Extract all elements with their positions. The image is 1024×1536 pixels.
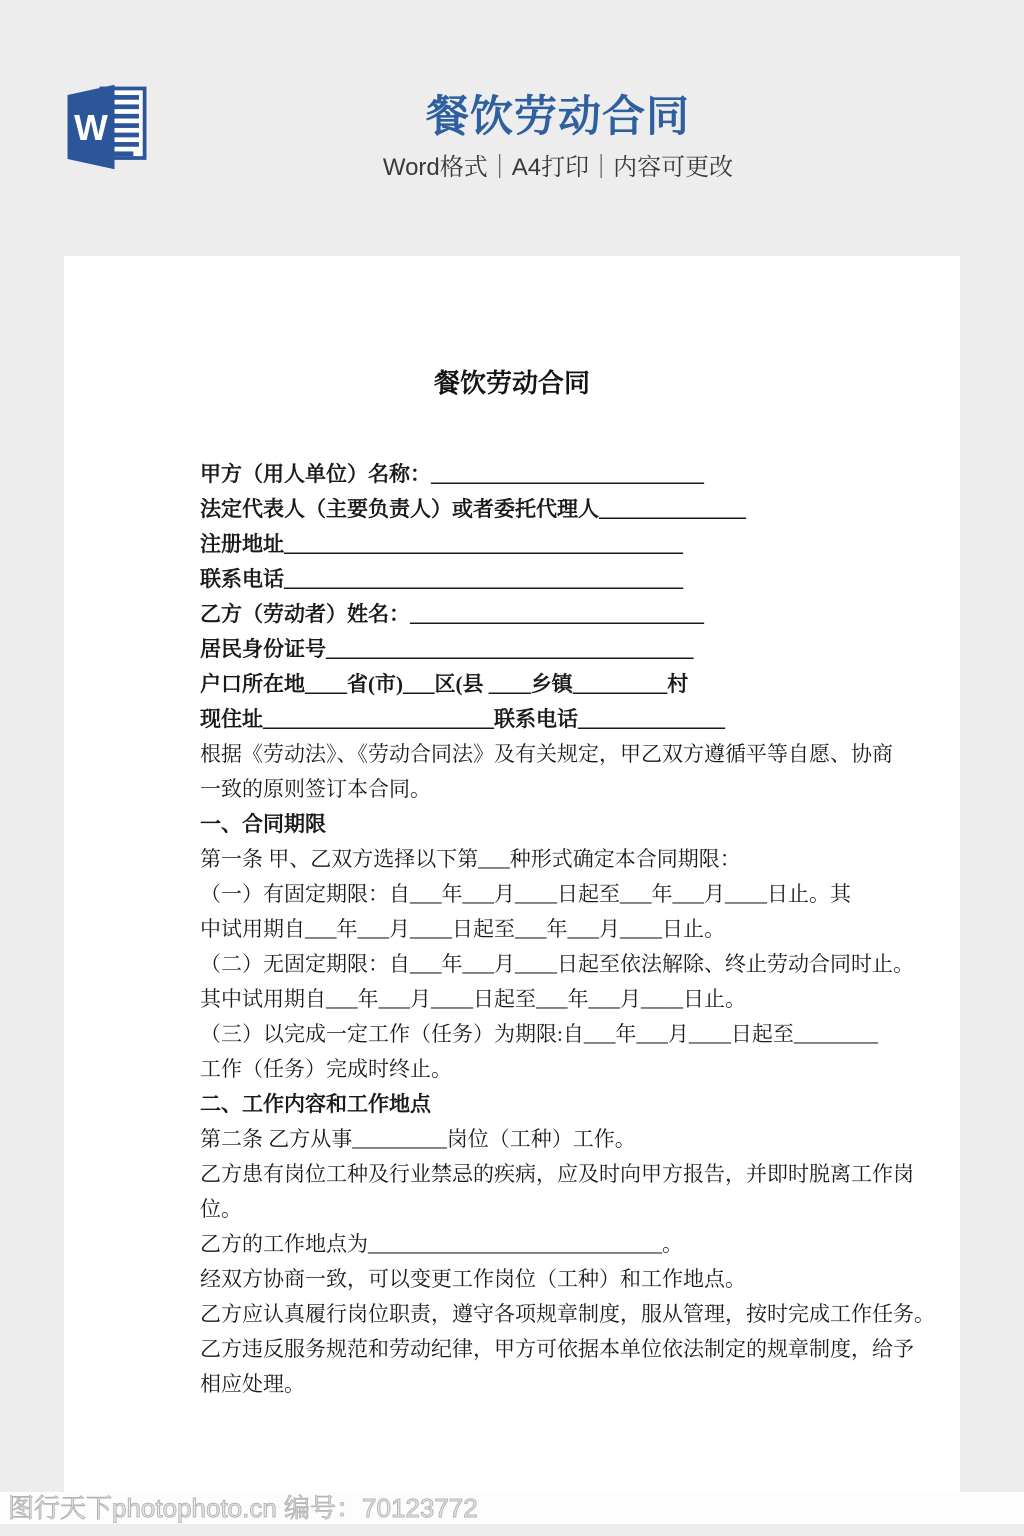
document-title: 餐饮劳动合同 xyxy=(433,369,590,398)
doc-line: 其中试用期自___年___月____日起至___年___月____日止。 xyxy=(200,987,746,1011)
doc-line: 居民身份证号___________________________________ xyxy=(200,637,694,661)
header xyxy=(0,0,1024,256)
doc-line: 乙方的工作地点为____________________________。 xyxy=(200,1232,683,1256)
watermark-bar xyxy=(0,1492,1024,1524)
doc-line: 一、合同期限 xyxy=(200,812,326,836)
doc-line: 法定代表人（主要负责人）或者委托代理人______________ xyxy=(200,497,746,521)
doc-line: 第一条 甲、乙双方选择以下第___种形式确定本合同期限： xyxy=(200,847,741,871)
doc-line: 户口所在地____省(市)___区(县 ____乡镇_________村 xyxy=(200,672,689,696)
page-subtitle: Word格式｜A4打印｜内容可更改 xyxy=(382,154,734,181)
doc-line: 甲方（用人单位）名称：__________________________ xyxy=(200,462,704,486)
watermark-text: 图行天下photophoto.cn 编号：70123772 xyxy=(8,1493,478,1523)
doc-line: 位。 xyxy=(200,1197,242,1221)
document-page xyxy=(64,256,960,1524)
doc-line: 根据《劳动法》、《劳动合同法》及有关规定，甲乙双方遵循平等自愿、协商 xyxy=(200,742,893,766)
doc-line: （三）以完成一定工作（任务）为期限:自___年___月____日起至________ xyxy=(200,1022,878,1046)
doc-line: （二）无固定期限：自___年___月____日起至依法解除、终止劳动合同时止。 xyxy=(200,952,914,976)
doc-line: 第二条 乙方从事_________岗位（工种）工作。 xyxy=(200,1127,636,1151)
doc-line: 乙方患有岗位工种及行业禁忌的疾病，应及时向甲方报告，并即时脱离工作岗 xyxy=(200,1162,914,1186)
doc-line: 二、工作内容和工作地点 xyxy=(200,1092,431,1116)
doc-line: （一）有固定期限：自___年___月____日起至___年___月____日止。其 xyxy=(200,882,851,906)
doc-line: 经双方协商一致，可以变更工作岗位（工种）和工作地点。 xyxy=(200,1267,746,1291)
doc-body xyxy=(200,457,935,1402)
word-icon-letter: W xyxy=(74,108,108,149)
header-text-block xyxy=(92,0,1024,182)
doc-line: 乙方应认真履行岗位职责，遵守各项规章制度，服从管理，按时完成工作任务。 xyxy=(200,1302,935,1326)
doc-line: 注册地址______________________________________ xyxy=(200,532,683,556)
doc-line: 乙方违反服务规范和劳动纪律，甲方可依据本单位依法制定的规章制度，给予 xyxy=(200,1337,914,1361)
doc-line: 中试用期自___年___月____日起至___年___月____日止。 xyxy=(200,917,725,941)
doc-line: 现住址______________________联系电话______________ xyxy=(200,707,725,731)
page-title: 餐饮劳动合同 xyxy=(426,93,690,141)
doc-line: 联系电话______________________________________ xyxy=(200,567,683,591)
doc-line: 乙方（劳动者）姓名：____________________________ xyxy=(200,602,704,626)
doc-line: 相应处理。 xyxy=(200,1372,305,1396)
doc-line: 工作（任务）完成时终止。 xyxy=(200,1057,452,1081)
doc-line: 一致的原则签订本合同。 xyxy=(200,777,431,801)
